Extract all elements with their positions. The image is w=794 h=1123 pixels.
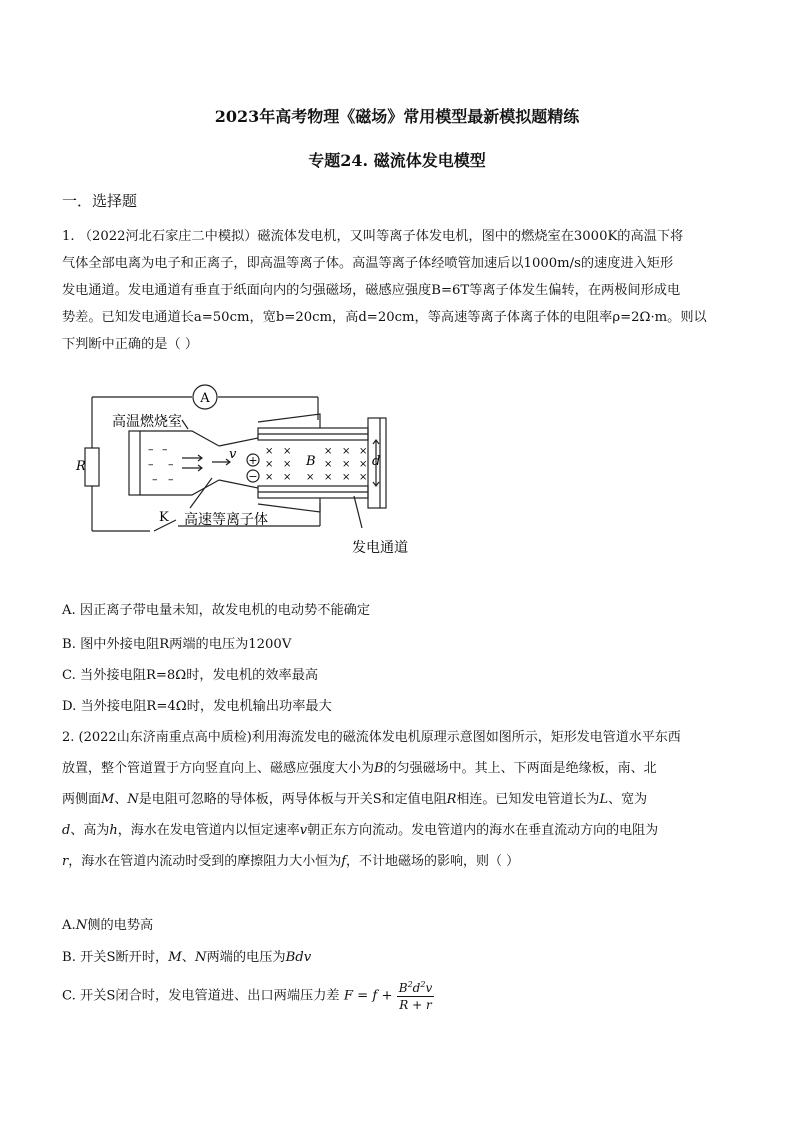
question-1-line: 气体全部电离为电子和正离子，即高温等离子体。高温等离子体经喷管加速后以1000m/s的速度进入矩形 (62, 256, 674, 271)
formula-fraction (397, 980, 434, 1012)
field-cross: × (283, 472, 292, 483)
q2-text: 放置，整个管道置于方向竖直向上、磁感应强度大小为 (62, 761, 375, 776)
chamber-wall (129, 431, 140, 495)
flow-arrow (182, 465, 202, 471)
channel-leader-line (354, 496, 362, 528)
q2-symbol: r (62, 854, 69, 869)
channel-upper-flare (258, 414, 320, 428)
field-cross: × (359, 459, 368, 470)
question-2-line (62, 846, 681, 877)
question-1-line: 发电通道。发电通道有垂直于纸面向内的匀强磁场，磁感应强度B=6T等离子体发生偏转，在两极间形成电 (62, 283, 681, 298)
charge-dash: – (162, 443, 168, 456)
field-cross: × (283, 459, 292, 470)
channel-label: 发电通道 (352, 540, 408, 556)
field-cross: × (265, 472, 274, 483)
option-text: C. 开关S闭合时，发电管道进、出口两端压力差 (62, 988, 340, 1004)
field-cross: × (283, 446, 292, 457)
q2-text: 、高为 (70, 823, 110, 838)
q2-symbol: M (168, 950, 182, 965)
charge-dash: – (168, 458, 174, 471)
question-2-text (62, 722, 681, 877)
switch-label: K (159, 510, 169, 525)
option-text: 侧的电势高 (87, 918, 154, 933)
question-2-option-c (62, 980, 434, 1012)
minus-sign: − (248, 470, 258, 483)
field-cross: × (265, 459, 274, 470)
height-label: d (372, 454, 381, 469)
question-1-line: 1. （2022河北石家庄二中模拟）磁流体发电机，又叫等离子体发电机，图中的燃烧室在3000K的高温下将 (62, 229, 684, 244)
question-1-option-b: B. 图中外接电阻R两端的电压为1200V (62, 637, 292, 652)
field-cross: × (324, 446, 333, 457)
q2-symbol: L (599, 792, 609, 807)
q2-symbol: f (341, 854, 347, 869)
field-cross: × (324, 472, 333, 483)
question-1-option-c: C. 当外接电阻R=8Ω时，发电机的效率最高 (62, 668, 319, 683)
numerator-symbol: B (398, 981, 408, 995)
flow-arrow (182, 455, 202, 461)
q2-symbol: N (127, 792, 139, 807)
resistor-symbol (85, 448, 99, 486)
q2-text: 两侧面 (62, 792, 102, 807)
q2-symbol: v (299, 823, 308, 838)
question-2-line: 2. (2022山东济南重点高中质检)利用海流发电的磁流体发电机原理示意图如图所示，矩形发电管道水平东西 (62, 730, 681, 745)
fraction-numerator (397, 980, 434, 997)
field-cross: × (359, 472, 368, 483)
q2-text: 是电阻可忽略的导体板，两导体板与开关S和定值电阻 (138, 792, 447, 807)
chamber-leader-line (182, 420, 188, 429)
numerator-exponent: 2 (407, 980, 413, 989)
q2-text: 相连。已知发电管道长为 (456, 792, 600, 807)
question-1-text (62, 223, 707, 358)
field-cross: × (342, 459, 351, 470)
velocity-label: v (229, 447, 237, 462)
plasma-leader-line (190, 478, 212, 508)
option-text: B. 开关S断开时， (62, 950, 169, 965)
section-heading: 一．选择题 (62, 192, 138, 210)
formula-lhs: F = f + (343, 988, 393, 1004)
plasma-label: 高速等离子体 (184, 512, 268, 528)
q2-text: ，不计地磁场的影响，则（ ） (346, 854, 520, 869)
field-cross: × (265, 446, 274, 457)
numerator-symbol: d (412, 981, 421, 995)
mhd-generator-figure (62, 378, 422, 563)
q2-text: ，海水在发电管道内以恒定速率 (117, 823, 300, 838)
charge-dash: – (168, 473, 174, 486)
charge-dash: – (148, 443, 154, 456)
fraction-denominator: R + r (399, 998, 432, 1012)
field-label: B (306, 454, 316, 469)
option-letter: A. (62, 918, 76, 933)
option-text: 两端的电压为 (206, 950, 286, 965)
chamber-label: 高温燃烧室 (112, 414, 182, 430)
question-2-line (62, 753, 681, 784)
q2-symbol: h (109, 823, 118, 838)
nozzle-upper-flare (219, 438, 258, 446)
q2-symbol: R (446, 792, 457, 807)
q2-symbol: B (374, 761, 384, 776)
charge-dash: – (148, 458, 154, 471)
ammeter-label: A (200, 391, 210, 406)
question-1-line: 势差。已知发电通道长a=50cm，宽b=20cm，高d=20cm，等高速等离子体离子体的电阻率ρ=2Ω·m。则以 (62, 310, 707, 325)
q2-symbol: N (194, 950, 207, 965)
field-cross: × (324, 459, 333, 470)
q2-text: 朝正东方向流动。发电管道内的海水在垂直流动方向的电阻为 (307, 823, 659, 838)
question-2-line (62, 784, 681, 815)
question-1-line: 下判断中正确的是（ ） (62, 337, 199, 352)
question-1-option-d: D. 当外接电阻R=4Ω时，发电机输出功率最大 (62, 699, 332, 714)
question-1-option-a: A. 因正离子带电量未知，故发电机的电动势不能确定 (62, 603, 371, 618)
plus-sign: + (248, 454, 258, 467)
chamber-charges (148, 443, 174, 486)
question-2-option-a (62, 914, 153, 933)
field-cross: × (306, 472, 315, 483)
q2-symbol: Bdv (285, 950, 312, 965)
q2-text: ，海水在管道内流动时受到的摩擦阻力大小恒为 (68, 854, 342, 869)
velocity-arrow (212, 459, 230, 465)
field-cross: × (342, 472, 351, 483)
q2-symbol: N (75, 918, 88, 933)
field-cross: × (342, 446, 351, 457)
resistor-label: R (76, 459, 86, 474)
document-title: 2023年高考物理《磁场》常用模型最新模拟题精练 (214, 107, 580, 126)
channel-lower-flare (258, 498, 320, 512)
document-subtitle: 专题24. 磁流体发电模型 (308, 151, 486, 170)
q2-text: 的匀强磁场中。其上、下两面是绝缘板，南、北 (383, 761, 657, 776)
magnetic-field-crosses (265, 446, 367, 483)
question-2-line (62, 815, 681, 846)
numerator-exponent: 2 (420, 980, 426, 989)
option-text: 、 (181, 950, 195, 965)
q2-symbol: d (62, 823, 71, 838)
q2-text: 、 (114, 792, 128, 807)
field-cross: × (359, 446, 368, 457)
q2-text: 、宽为 (608, 792, 648, 807)
question-2-option-b (62, 946, 311, 965)
charge-dash: – (152, 473, 158, 486)
numerator-symbol: v (425, 981, 433, 995)
q2-symbol: M (101, 792, 115, 807)
